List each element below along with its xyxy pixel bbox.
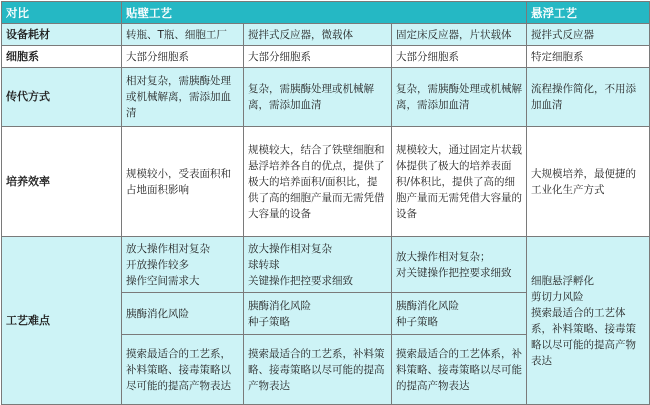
cell-cell-line-d: 特定细胞系 <box>527 46 650 68</box>
cell-difficulty-a2: 胰酶消化风险 <box>122 293 244 335</box>
cell-equipment-d: 搅拌式反应器 <box>527 24 650 46</box>
cell-equipment-a: 转瓶、T瓶、细胞工厂 <box>122 24 244 46</box>
cell-difficulty-c2: 胰酶消化风险 种子策略 <box>392 293 527 335</box>
cell-passage-a: 相对复杂，需胰酶处理或机械解离，需添加血清 <box>122 68 244 127</box>
row-cell-line <box>2 46 650 68</box>
cell-passage-d: 流程操作简化，不用添加血清 <box>527 68 650 127</box>
cell-difficulty-a3: 摸索最适合的工艺系，补料策略、接毒策略以尽可能的提高产物表达 <box>122 335 244 405</box>
row-passage <box>2 68 650 127</box>
cell-difficulty-d: 细胞悬浮孵化 剪切力风险 摸索最适合的工艺体系，补料策略、接毒策略以尽可能的提高产物表达 <box>527 237 650 405</box>
cell-difficulty-a1: 放大操作相对复杂 开放操作较多 操作空间需求大 <box>122 237 244 293</box>
cell-efficiency-c: 规模较大，通过固定片状载体提供了极大的培养表面积/体积比，提供了高的细胞产量而无需凭借大容量的设备 <box>392 127 527 237</box>
cell-difficulty-c1: 放大操作相对复杂； 对关键操作把控要求细致 <box>392 237 527 293</box>
cell-cell-line-c: 大部分细胞系 <box>392 46 527 68</box>
cell-cell-line-b: 大部分细胞系 <box>244 46 392 68</box>
row-label-passage: 传代方式 <box>2 68 122 127</box>
cell-efficiency-d: 大规模培养，最便捷的工业化生产方式 <box>527 127 650 237</box>
row-difficulty-1 <box>2 237 650 293</box>
cell-efficiency-a: 规模较小，受表面积和占地面积影响 <box>122 127 244 237</box>
row-label-efficiency: 培养效率 <box>2 127 122 237</box>
header-suspension-process: 悬浮工艺 <box>527 2 650 24</box>
row-label-cell-line: 细胞系 <box>2 46 122 68</box>
cell-difficulty-b1: 放大操作相对复杂 球转球 关键操作把控要求细致 <box>244 237 392 293</box>
cell-passage-b: 复杂，需胰酶处理或机械解离，需添加血清 <box>244 68 392 127</box>
row-efficiency <box>2 127 650 237</box>
cell-equipment-b: 搅拌式反应器，微载体 <box>244 24 392 46</box>
cell-difficulty-b2: 胰酶消化风险 种子策略 <box>244 293 392 335</box>
header-compare: 对比 <box>2 2 122 24</box>
header-row <box>2 2 650 24</box>
cell-equipment-c: 固定床反应器，片状载体 <box>392 24 527 46</box>
cell-cell-line-a: 大部分细胞系 <box>122 46 244 68</box>
cell-efficiency-b: 规模较大，结合了铁壁细胞和悬浮培养各自的优点，提供了极大的培养面积/面积比，提供了高的细胞产量而无需凭借大容量的设备 <box>244 127 392 237</box>
header-adherent-process: 贴壁工艺 <box>122 2 527 24</box>
row-label-equipment: 设备耗材 <box>2 24 122 46</box>
row-label-difficulty: 工艺难点 <box>2 237 122 405</box>
row-equipment <box>2 24 650 46</box>
comparison-table <box>1 1 650 405</box>
cell-difficulty-c3: 摸索最适合的工艺体系，补料策略、接毒策略以尽可能的提高产物表达 <box>392 335 527 405</box>
cell-passage-c: 复杂，需胰酶处理或机械解离，需添加血清 <box>392 68 527 127</box>
cell-difficulty-b3: 摸索最适合的工艺系，补料策略、接毒策略以尽可能的提高产物表达 <box>244 335 392 405</box>
